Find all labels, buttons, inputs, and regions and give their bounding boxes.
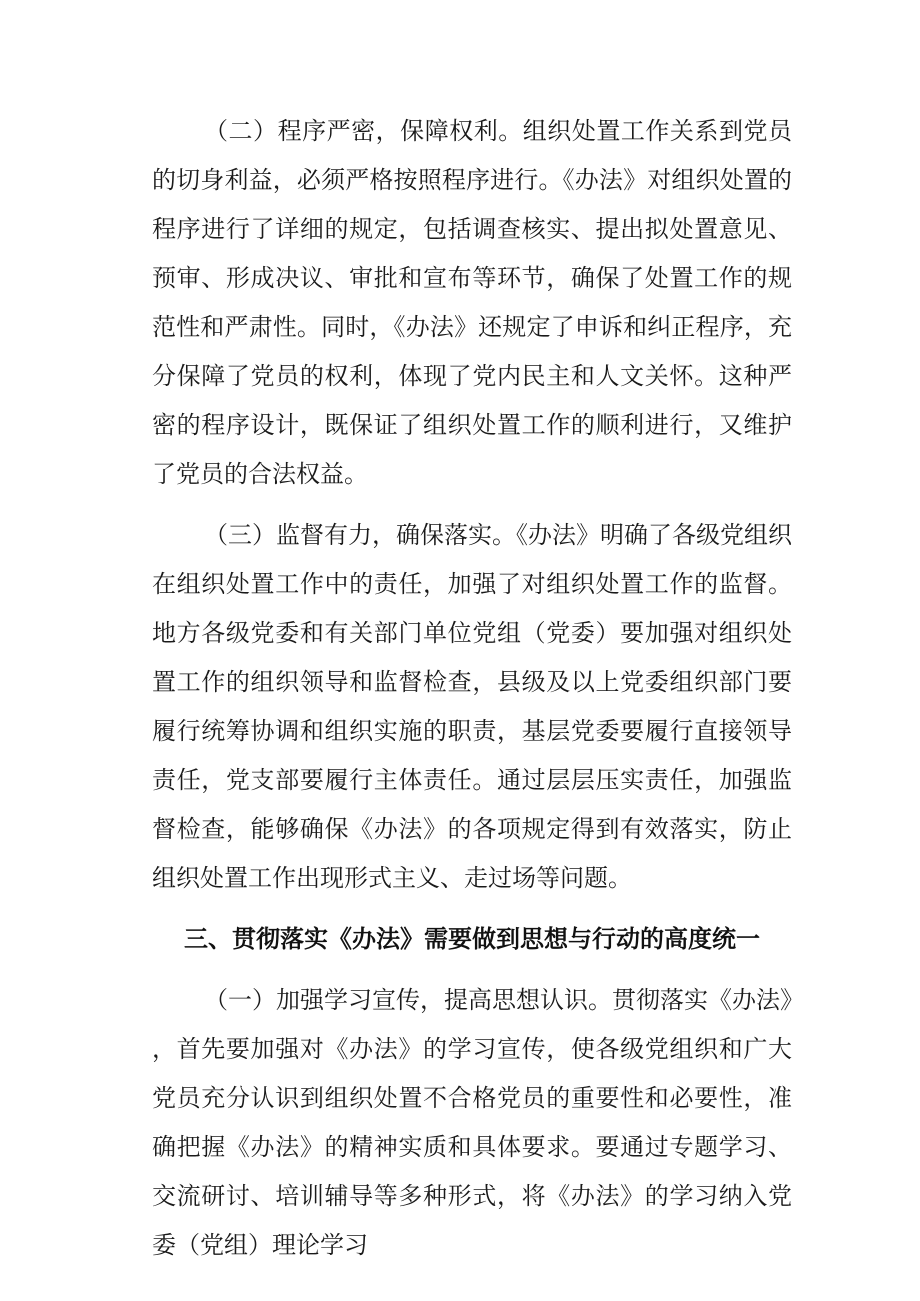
section-heading: 三、贯彻落实《办法》需要做到思想与行动的高度统一: [184, 925, 760, 953]
paragraph-supervision: （三）监督有力，确保落实。《办法》明确了各级党组织在组织处置工作中的责任，加强了对组织处置工作的监督。地方各级党委和有关部门单位党组（党委）要加强对组织处置工作的组织领导和监督检查，县级及以上党委组织部门要履行统筹协调和组织实施的职责，基层党委要履行直接领导责任，党支部要履行主体责任。通过层层压实责任，加强监督检查，能够确保《办法》的各项规定得到有效落实，防止组织处置工作出现形式主义、走过场等问题。: [152, 521, 792, 892]
document-body: [152, 107, 792, 1270]
paragraph-procedure: （二）程序严密，保障权利。组织处置工作关系到党员的切身利益，必须严格按照程序进行。《办法》对组织处置的程序进行了详细的规定，包括调查核实、提出拟处置意见、预审、形成决议、审批和宣布等环节，确保了处置工作的规范性和严肃性。同时，《办法》还规定了申诉和纠正程序，充分保障了党员的权利，体现了党内民主和人文关怀。这种严密的程序设计，既保证了组织处置工作的顺利进行，又维护了党员的合法权益。: [152, 117, 792, 488]
paragraph-study-publicity: （一）加强学习宣传，提高思想认识。贯彻落实《办法》，首先要加强对《办法》的学习宣传，使各级党组织和广大党员充分认识到组织处置不合格党员的重要性和必要性，准确把握《办法》的精神实质和具体要求。要通过专题学习、交流研讨、培训辅导等多种形式，将《办法》的学习纳入党委（党组）理论学习: [152, 986, 792, 1259]
